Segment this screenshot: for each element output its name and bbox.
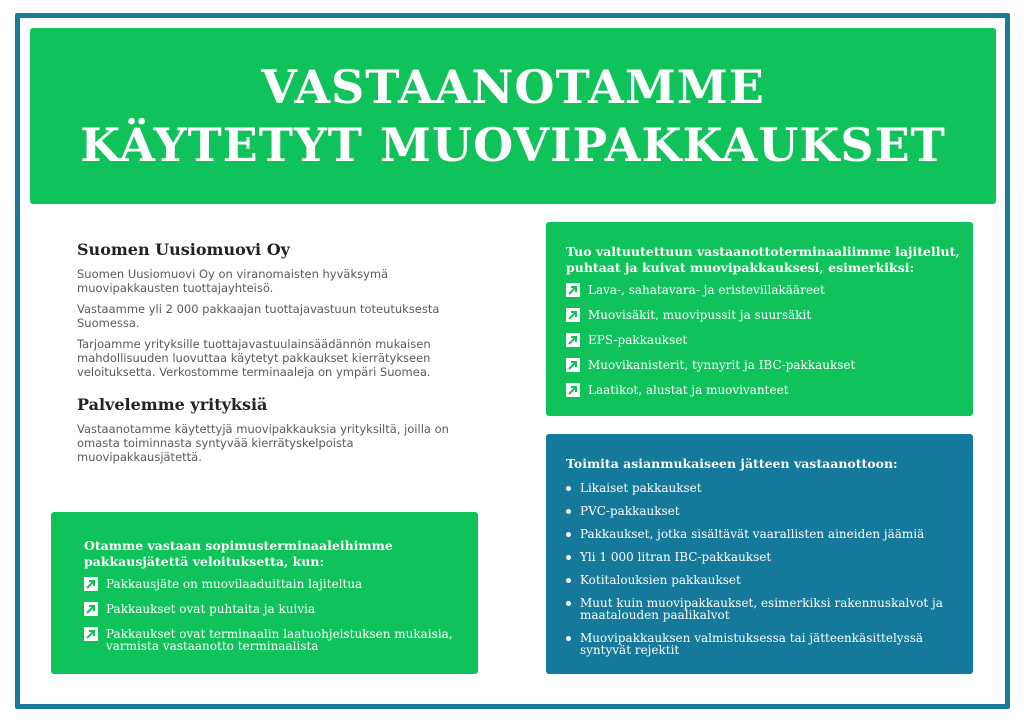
list-item	[566, 551, 953, 563]
list-item-text: Pakkaukset, jotka sisältävät vaarallisten aineiden jäämiä	[580, 527, 925, 541]
list-item	[566, 334, 961, 347]
list-item	[566, 359, 961, 372]
list-item	[566, 284, 961, 297]
company-paragraph-2: Vastaamme yli 2 000 pakkaajan tuottajavastuun toteutuksesta Suomessa.	[77, 302, 440, 330]
list-item-text: Pakkaukset ovat terminaalin laatuohjeistuksen mukaisia, varmista vastaanotto terminaalista	[106, 627, 453, 653]
list-item	[566, 482, 953, 494]
bullet-icon	[566, 509, 571, 514]
arrow-up-right-icon	[566, 358, 580, 372]
arrow-up-right-icon	[566, 333, 580, 347]
list-item-text: Pakkaukset ovat puhtaita ja kuivia	[106, 602, 316, 616]
intro-section	[77, 240, 477, 471]
bring-packaging-box	[546, 222, 973, 416]
accept-conditions-list	[84, 578, 458, 652]
company-paragraph-1: Suomen Uusiomuovi Oy on viranomaisten hyväksymä muovipakkausten tuottajayhteisö.	[77, 267, 389, 295]
list-item-text: Kotitalouksien pakkaukset	[580, 573, 741, 587]
list-item-text: EPS-pakkaukset	[588, 333, 688, 347]
bullet-icon	[566, 532, 571, 537]
service-heading: Palvelemme yrityksiä	[77, 395, 268, 414]
list-item-text: Yli 1 000 litran IBC-pakkaukset	[580, 550, 772, 564]
arrow-up-right-icon	[84, 577, 98, 591]
bullet-icon	[566, 555, 571, 560]
list-item-text: Laatikot, alustat ja muovivanteet	[588, 383, 789, 397]
arrow-up-right-icon	[566, 308, 580, 322]
list-item	[566, 384, 961, 397]
bullet-icon	[566, 486, 571, 491]
list-item	[84, 603, 458, 616]
list-item	[566, 632, 953, 656]
list-item-text: Lava-, sahatavara- ja eristevillakääreet	[588, 283, 825, 297]
list-item-text: Muovikanisterit, tynnyrit ja IBC-pakkaukset	[588, 358, 856, 372]
list-item-text: Muut kuin muovipakkaukset, esimerkiksi rakennuskalvot ja maatalouden paalikalvot	[580, 596, 943, 622]
bullet-icon	[566, 601, 571, 606]
list-item	[84, 628, 458, 652]
waste-reception-box	[546, 434, 973, 674]
service-paragraph: Vastaanotamme käytettyjä muovipakkauksia yrityksiltä, joilla on omasta toiminnasta syntyvää kierrätyskelpoista muovipakkausjätettä.	[77, 422, 449, 464]
bullet-icon	[566, 578, 571, 583]
arrow-up-right-icon	[566, 283, 580, 297]
list-item	[566, 309, 961, 322]
list-item	[84, 578, 458, 591]
list-item-text: Muovisäkit, muovipussit ja suursäkit	[588, 308, 812, 322]
company-paragraph-3: Tarjoamme yrityksille tuottajavastuulainsäädännön mukaisen mahdollisuuden luovuttaa käytetyt pakkaukset kierrätykseen veloituksetta. Verkostomme terminaaleja on ympäri Suomea.	[77, 337, 431, 379]
accept-conditions-title: Otamme vastaan sopimusterminaaleihimme pakkausjätettä veloituksetta, kun:	[84, 538, 393, 569]
waste-reception-list	[566, 482, 953, 656]
list-item-text: Likaiset pakkaukset	[580, 481, 702, 495]
list-item	[566, 505, 953, 517]
arrow-up-right-icon	[84, 627, 98, 641]
list-item-text: PVC-pakkaukset	[580, 504, 680, 518]
list-item-text: Pakkausjäte on muovilaaduittain lajiteltua	[106, 577, 363, 591]
accept-conditions-box	[51, 512, 478, 674]
arrow-up-right-icon	[84, 602, 98, 616]
bullet-icon	[566, 636, 571, 641]
bring-packaging-list	[566, 284, 961, 397]
list-item	[566, 574, 953, 586]
waste-reception-title: Toimita asianmukaiseen jätteen vastaanottoon:	[566, 456, 898, 471]
arrow-up-right-icon	[566, 383, 580, 397]
company-heading: Suomen Uusiomuovi Oy	[77, 240, 290, 259]
bring-packaging-title: Tuo valtuutettuun vastaanottoterminaaliimme lajitellut, puhtaat ja kuivat muovipakkauksesi, esimerkiksi:	[566, 244, 960, 275]
list-item-text: Muovipakkauksen valmistuksessa tai jätteenkäsittelyssä syntyvät rejektit	[580, 631, 924, 657]
header-banner	[30, 28, 996, 204]
list-item	[566, 528, 953, 540]
list-item	[566, 597, 953, 621]
header-title-line-2: KÄYTETYT MUOVIPAKKAUKSET	[80, 118, 946, 172]
header-title-line-1: VASTAANOTAMME	[261, 60, 765, 114]
